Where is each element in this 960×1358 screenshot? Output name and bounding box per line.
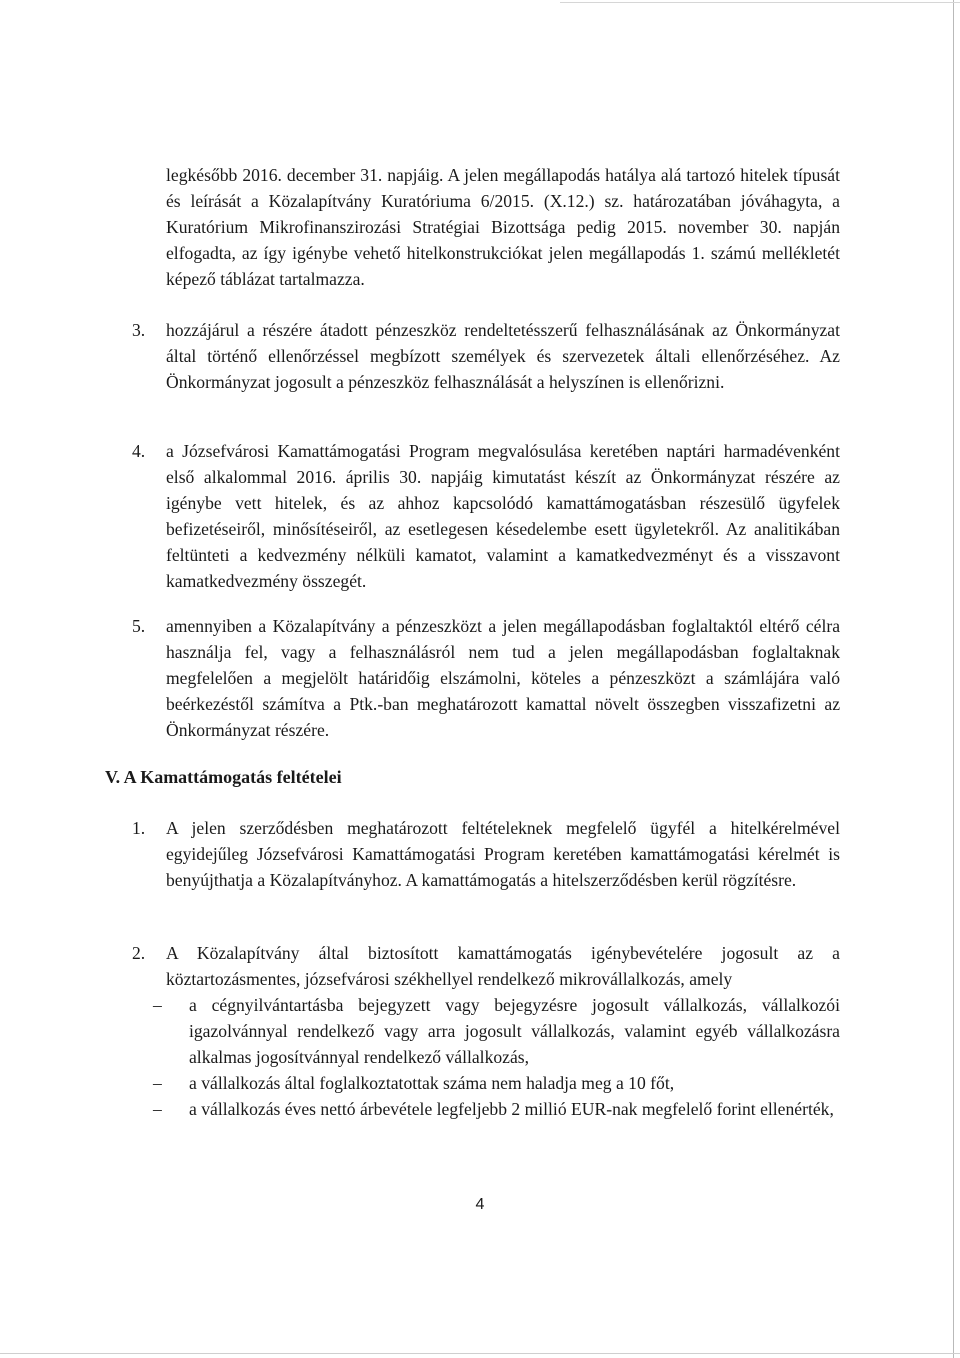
- scan-edge-bottom: [0, 1353, 960, 1354]
- section-heading: V. A Kamattámogatás feltételei: [105, 767, 342, 787]
- list-item-3: [132, 317, 840, 427]
- list-item-text: hozzájárul a részére átadott pénzeszköz rendeltetésszerű felhasználásának az Önkormányzat által történő ellenőrzéssel megbízott személyek és szervezetek általi ellenőrzéséhez. Az Önkormányzat jogosult a pénzeszköz felhasználását a helyszínen is ellenőrizni.: [166, 320, 840, 392]
- intro-paragraph: [166, 162, 840, 292]
- page-number: 4: [475, 1196, 485, 1213]
- dash-marker: –: [153, 1073, 162, 1093]
- dash-marker: –: [153, 995, 162, 1015]
- list-item-text: amennyiben a Közalapítvány a pénzeszközt a jelen megállapodásban foglaltaktól eltérő célra használja fel, vagy a felhasználásról nem tud a jelen megállapodásban foglaltaknak megfelelően a megjelölt határidőig elszámolni, köteles a pénzeszközt a számlájára való beérkezéstől számítva a Ptk.-ban meghatározott kamattal növelt összegben visszafizetni az Önkormányzat részére.: [166, 616, 840, 740]
- list-item-text: A Közalapítvány által biztosított kamattámogatás igénybevételére jogosult az a köztartozásmentes, józsefvárosi székhellyel rendelkező mikrovállalkozás, amely: [166, 943, 840, 989]
- condition-item-1: [132, 815, 840, 925]
- list-item-text: a Józsefvárosi Kamattámogatási Program megvalósulása keretében naptári harmadévenként első alkalommal 2016. április 30. napjáig kimutatást készít az Önkormányzat részére az igénybe vett hitelek, és az ahhoz kapcsolódó kamattámogatásban részesülő ügyfelek befizetéseiről, minősítéseiről, az esetlegesen késedelembe esett ügyletekről. Az analitikában feltünteti a kedvezmény nélküli kamatot, valamint a kamatkedvezményt és a visszavont kamatkedvezmény összegét.: [166, 441, 840, 591]
- scan-edge-right: [953, 0, 954, 1358]
- eligibility-dash-item: [153, 1096, 840, 1150]
- eligibility-dash-item: [153, 992, 840, 1072]
- list-item-text: A jelen szerződésben meghatározott feltételeknek megfelelő ügyfél a hitelkérelmével egyidejűleg Józsefvárosi Kamattámogatási Program keretében kamattámogatási kérelmét is benyújthatja a Közalapítványhoz. A kamattámogatás a hitelszerződésben kerül rögzítésre.: [166, 818, 840, 890]
- intro-text: legkésőbb 2016. december 31. napjáig. A jelen megállapodás hatálya alá tartozó hitelek típusát és leírását a Közalapítvány Kuratóriuma 6/2015. (X.12.) sz. határozatában jóváhagyta, a Kuratórium Mikrofinanszirozási Stratégiai Bizottsága pedig 2015. november 30. napján elfogadta, az így igénybe vehető hitelkonstrukciókat jelen megállapodás 1. számú mellékletét képező táblázat tartalmazza.: [166, 165, 840, 289]
- dash-marker: –: [153, 1099, 162, 1119]
- eligibility-dash-item: [153, 1070, 840, 1098]
- dash-item-text: a cégnyilvántartásba bejegyzett vagy bejegyzésre jogosult vállalkozás, vállalkozói igazolvánnyal rendelkező vagy arra jogosult vállalkozás, valamint egyéb vállalkozásra alkalmas jogosítvánnyal rendelkező vállalkozás,: [189, 995, 840, 1067]
- condition-item-2: [132, 940, 840, 996]
- list-item-4: [132, 438, 840, 598]
- list-item-number: 1.: [132, 818, 146, 838]
- scan-edge-top: [560, 2, 960, 3]
- list-item-number: 5.: [132, 616, 146, 636]
- dash-item-text: a vállalkozás éves nettó árbevétele legfeljebb 2 millió EUR-nak megfelelő forint ellenérték,: [189, 1099, 834, 1119]
- list-item-number: 4.: [132, 441, 146, 461]
- dash-item-text: a vállalkozás által foglalkoztatottak száma nem haladja meg a 10 főt,: [189, 1073, 675, 1093]
- list-item-number: 2.: [132, 943, 146, 963]
- list-item-5: [132, 613, 840, 753]
- list-item-number: 3.: [132, 320, 146, 340]
